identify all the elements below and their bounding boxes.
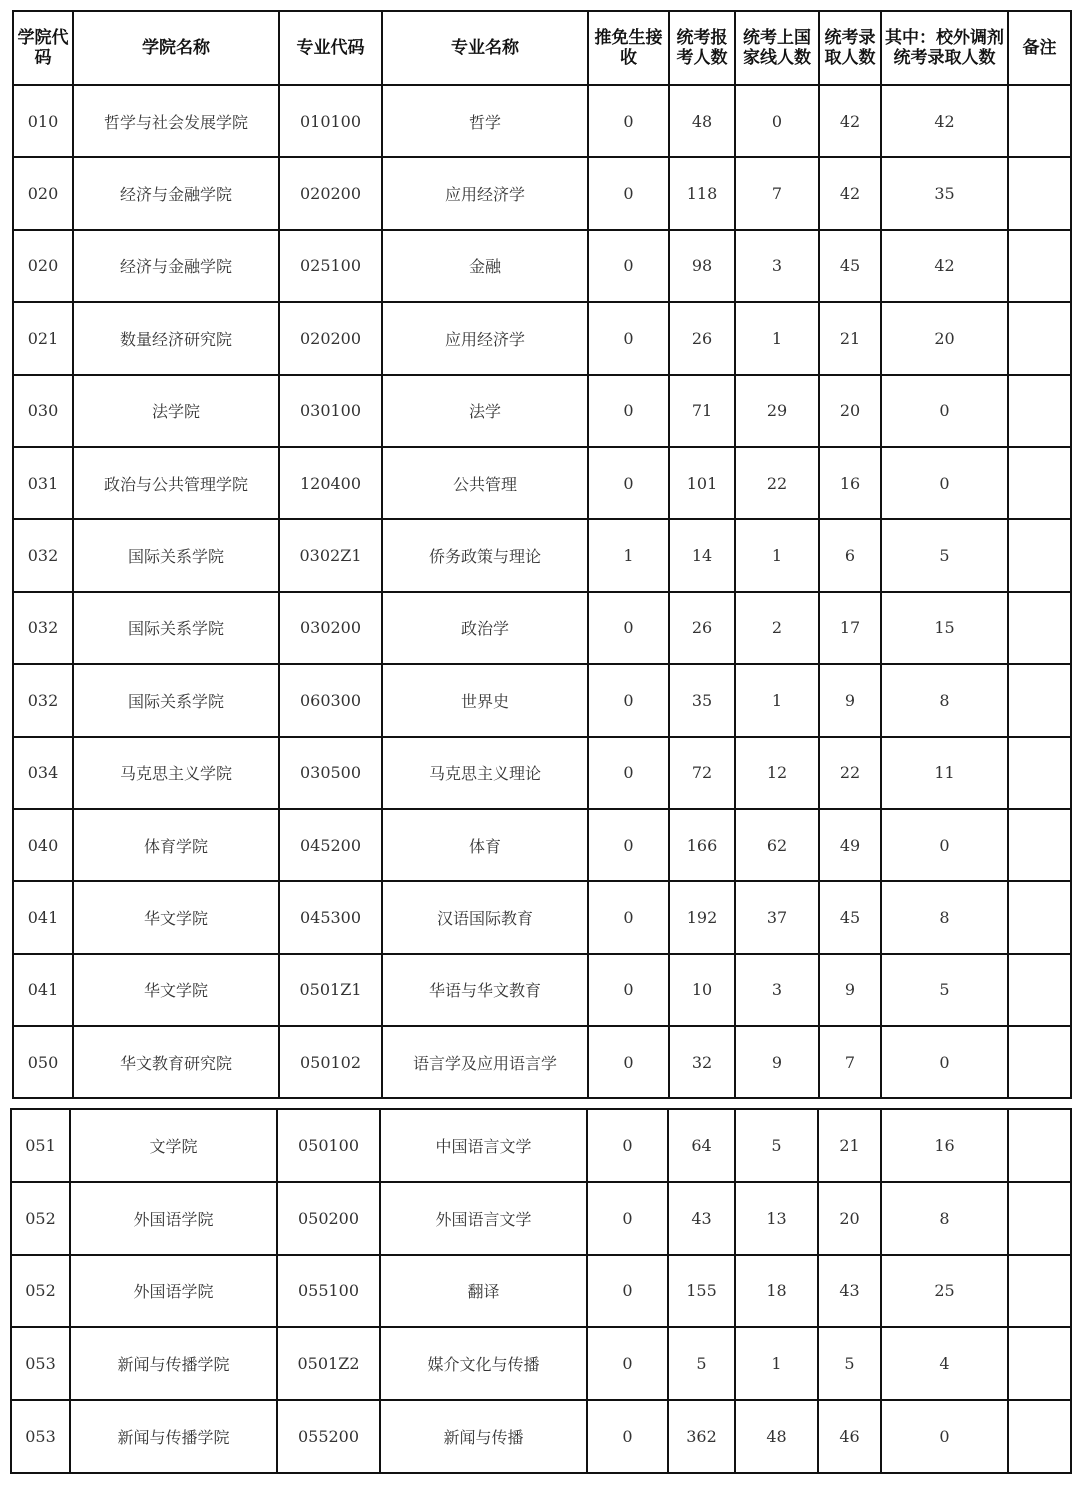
cell-remarks — [1008, 737, 1071, 809]
cell-applicants: 14 — [669, 519, 735, 591]
table-row — [13, 881, 1071, 953]
cell-major-code: 0302Z1 — [279, 519, 382, 591]
cell-recommended-admits: 0 — [588, 447, 669, 519]
cell-college-code: 020 — [13, 157, 73, 229]
cell-admitted: 45 — [819, 230, 881, 302]
table-row — [13, 592, 1071, 664]
cell-above-national-line: 37 — [735, 881, 819, 953]
cell-external-transfer-admitted: 0 — [881, 447, 1008, 519]
cell-college-name: 经济与金融学院 — [73, 230, 279, 302]
cell-remarks — [1008, 375, 1071, 447]
cell-major-code: 0501Z2 — [277, 1327, 380, 1400]
cell-college-name: 新闻与传播学院 — [70, 1400, 277, 1473]
cell-recommended-admits: 0 — [587, 1109, 668, 1182]
cell-major-code: 0501Z1 — [279, 954, 382, 1026]
table-row — [13, 85, 1071, 157]
cell-applicants: 64 — [668, 1109, 735, 1182]
cell-major-code: 045200 — [279, 809, 382, 881]
cell-college-name: 经济与金融学院 — [73, 157, 279, 229]
cell-major-name: 应用经济学 — [382, 302, 588, 374]
cell-applicants: 101 — [669, 447, 735, 519]
cell-above-national-line: 22 — [735, 447, 819, 519]
cell-recommended-admits: 0 — [588, 809, 669, 881]
cell-above-national-line: 7 — [735, 157, 819, 229]
cell-recommended-admits: 0 — [588, 375, 669, 447]
cell-external-transfer-admitted: 8 — [881, 881, 1008, 953]
cell-remarks — [1008, 302, 1071, 374]
cell-major-name: 新闻与传播 — [380, 1400, 587, 1473]
cell-external-transfer-admitted: 8 — [881, 1182, 1008, 1255]
cell-external-transfer-admitted: 0 — [881, 375, 1008, 447]
cell-above-national-line: 13 — [735, 1182, 818, 1255]
cell-applicants: 43 — [668, 1182, 735, 1255]
cell-applicants: 26 — [669, 592, 735, 664]
header-remarks: 备注 — [1008, 11, 1071, 85]
table-row — [13, 157, 1071, 229]
cell-recommended-admits: 0 — [587, 1400, 668, 1473]
cell-admitted: 42 — [819, 157, 881, 229]
cell-admitted: 17 — [819, 592, 881, 664]
cell-remarks — [1008, 954, 1071, 1026]
header-above-national-line: 统考上国家线人数 — [735, 11, 819, 85]
cell-admitted: 22 — [819, 737, 881, 809]
cell-major-code: 120400 — [279, 447, 382, 519]
cell-college-name: 外国语学院 — [70, 1182, 277, 1255]
cell-admitted: 21 — [818, 1109, 881, 1182]
cell-remarks — [1008, 1255, 1071, 1328]
cell-college-code: 031 — [13, 447, 73, 519]
cell-admitted: 20 — [819, 375, 881, 447]
cell-above-national-line: 1 — [735, 664, 819, 736]
cell-college-code: 052 — [11, 1182, 70, 1255]
cell-major-code: 045300 — [279, 881, 382, 953]
cell-major-name: 马克思主义理论 — [382, 737, 588, 809]
cell-college-code: 032 — [13, 664, 73, 736]
cell-major-name: 汉语国际教育 — [382, 881, 588, 953]
cell-external-transfer-admitted: 8 — [881, 664, 1008, 736]
cell-major-code: 050102 — [279, 1026, 382, 1098]
cell-admitted: 9 — [819, 664, 881, 736]
cell-remarks — [1008, 881, 1071, 953]
cell-remarks — [1008, 519, 1071, 591]
cell-above-national-line: 1 — [735, 519, 819, 591]
cell-applicants: 192 — [669, 881, 735, 953]
header-external-transfer-admitted: 其中：校外调剂统考录取人数 — [881, 11, 1008, 85]
cell-college-name: 国际关系学院 — [73, 519, 279, 591]
cell-college-name: 外国语学院 — [70, 1255, 277, 1328]
cell-remarks — [1008, 447, 1071, 519]
cell-admitted: 49 — [819, 809, 881, 881]
cell-admitted: 46 — [818, 1400, 881, 1473]
cell-admitted: 9 — [819, 954, 881, 1026]
cell-major-code: 060300 — [279, 664, 382, 736]
cell-applicants: 155 — [668, 1255, 735, 1328]
table-row — [13, 809, 1071, 881]
header-row — [13, 11, 1071, 85]
cell-above-national-line: 12 — [735, 737, 819, 809]
cell-recommended-admits: 0 — [588, 230, 669, 302]
cell-major-name: 中国语言文学 — [380, 1109, 587, 1182]
header-college-name: 学院名称 — [73, 11, 279, 85]
cell-remarks — [1008, 592, 1071, 664]
table-row — [13, 664, 1071, 736]
cell-major-code: 020200 — [279, 302, 382, 374]
cell-applicants: 362 — [668, 1400, 735, 1473]
cell-applicants: 10 — [669, 954, 735, 1026]
cell-recommended-admits: 0 — [588, 881, 669, 953]
cell-college-name: 法学院 — [73, 375, 279, 447]
cell-college-code: 030 — [13, 375, 73, 447]
table-row — [11, 1182, 1071, 1255]
admissions-table-part-1 — [12, 10, 1072, 1099]
cell-recommended-admits: 0 — [587, 1182, 668, 1255]
header-major-name: 专业名称 — [382, 11, 588, 85]
cell-college-name: 哲学与社会发展学院 — [73, 85, 279, 157]
table-row — [11, 1255, 1071, 1328]
cell-major-name: 外国语言文学 — [380, 1182, 587, 1255]
cell-remarks — [1008, 1109, 1071, 1182]
table-row — [13, 447, 1071, 519]
cell-applicants: 5 — [668, 1327, 735, 1400]
cell-college-code: 010 — [13, 85, 73, 157]
cell-college-code: 040 — [13, 809, 73, 881]
cell-major-code: 030100 — [279, 375, 382, 447]
cell-above-national-line: 2 — [735, 592, 819, 664]
table-row — [11, 1327, 1071, 1400]
cell-remarks — [1008, 1026, 1071, 1098]
table-body-part-2 — [11, 1109, 1071, 1473]
cell-major-code: 050200 — [277, 1182, 380, 1255]
cell-recommended-admits: 1 — [588, 519, 669, 591]
cell-college-code: 051 — [11, 1109, 70, 1182]
cell-college-code: 032 — [13, 592, 73, 664]
cell-above-national-line: 29 — [735, 375, 819, 447]
cell-external-transfer-admitted: 42 — [881, 230, 1008, 302]
cell-above-national-line: 48 — [735, 1400, 818, 1473]
cell-external-transfer-admitted: 25 — [881, 1255, 1008, 1328]
cell-major-code: 010100 — [279, 85, 382, 157]
cell-above-national-line: 5 — [735, 1109, 818, 1182]
cell-major-name: 翻译 — [380, 1255, 587, 1328]
cell-college-name: 政治与公共管理学院 — [73, 447, 279, 519]
cell-major-name: 媒介文化与传播 — [380, 1327, 587, 1400]
cell-external-transfer-admitted: 4 — [881, 1327, 1008, 1400]
cell-above-national-line: 3 — [735, 954, 819, 1026]
cell-college-code: 041 — [13, 954, 73, 1026]
cell-external-transfer-admitted: 5 — [881, 519, 1008, 591]
cell-college-name: 国际关系学院 — [73, 592, 279, 664]
cell-applicants: 72 — [669, 737, 735, 809]
cell-college-name: 华文学院 — [73, 881, 279, 953]
cell-major-code: 020200 — [279, 157, 382, 229]
cell-applicants: 98 — [669, 230, 735, 302]
table-body-part-1 — [13, 85, 1071, 1098]
cell-college-code: 052 — [11, 1255, 70, 1328]
table-row — [13, 375, 1071, 447]
cell-major-name: 哲学 — [382, 85, 588, 157]
cell-major-name: 华语与华文教育 — [382, 954, 588, 1026]
cell-applicants: 48 — [669, 85, 735, 157]
cell-recommended-admits: 0 — [587, 1327, 668, 1400]
cell-major-name: 体育 — [382, 809, 588, 881]
cell-major-name: 法学 — [382, 375, 588, 447]
cell-college-code: 050 — [13, 1026, 73, 1098]
cell-major-name: 侨务政策与理论 — [382, 519, 588, 591]
table-row — [13, 954, 1071, 1026]
table-row — [13, 230, 1071, 302]
cell-external-transfer-admitted: 0 — [881, 809, 1008, 881]
cell-major-name: 公共管理 — [382, 447, 588, 519]
cell-college-code: 041 — [13, 881, 73, 953]
cell-college-name: 文学院 — [70, 1109, 277, 1182]
cell-external-transfer-admitted: 5 — [881, 954, 1008, 1026]
cell-admitted: 16 — [819, 447, 881, 519]
cell-remarks — [1008, 1182, 1071, 1255]
header-recommended-admits: 推免生接收 — [588, 11, 669, 85]
cell-remarks — [1008, 809, 1071, 881]
cell-recommended-admits: 0 — [588, 157, 669, 229]
cell-remarks — [1008, 1327, 1071, 1400]
cell-external-transfer-admitted: 0 — [881, 1400, 1008, 1473]
header-major-code: 专业代码 — [279, 11, 382, 85]
cell-major-code: 030500 — [279, 737, 382, 809]
table-row — [13, 737, 1071, 809]
cell-recommended-admits: 0 — [588, 664, 669, 736]
cell-major-name: 应用经济学 — [382, 157, 588, 229]
table-row — [11, 1400, 1071, 1473]
cell-above-national-line: 62 — [735, 809, 819, 881]
cell-college-name: 马克思主义学院 — [73, 737, 279, 809]
cell-recommended-admits: 0 — [588, 302, 669, 374]
cell-external-transfer-admitted: 11 — [881, 737, 1008, 809]
cell-college-name: 华文学院 — [73, 954, 279, 1026]
header-college-code: 学院代码 — [13, 11, 73, 85]
cell-major-name: 政治学 — [382, 592, 588, 664]
cell-college-code: 034 — [13, 737, 73, 809]
cell-admitted: 43 — [818, 1255, 881, 1328]
cell-college-code: 020 — [13, 230, 73, 302]
cell-major-code: 055200 — [277, 1400, 380, 1473]
cell-recommended-admits: 0 — [588, 85, 669, 157]
cell-major-code: 050100 — [277, 1109, 380, 1182]
cell-college-name: 华文教育研究院 — [73, 1026, 279, 1098]
cell-recommended-admits: 0 — [588, 954, 669, 1026]
cell-applicants: 26 — [669, 302, 735, 374]
cell-college-code: 032 — [13, 519, 73, 591]
cell-admitted: 45 — [819, 881, 881, 953]
cell-recommended-admits: 0 — [587, 1255, 668, 1328]
cell-admitted: 5 — [818, 1327, 881, 1400]
cell-major-code: 025100 — [279, 230, 382, 302]
cell-remarks — [1008, 230, 1071, 302]
cell-external-transfer-admitted: 35 — [881, 157, 1008, 229]
header-applicants: 统考报考人数 — [669, 11, 735, 85]
cell-admitted: 6 — [819, 519, 881, 591]
header-admitted: 统考录取人数 — [819, 11, 881, 85]
table-row — [13, 302, 1071, 374]
cell-major-name: 金融 — [382, 230, 588, 302]
cell-above-national-line: 0 — [735, 85, 819, 157]
cell-applicants: 35 — [669, 664, 735, 736]
cell-admitted: 20 — [818, 1182, 881, 1255]
cell-major-code: 055100 — [277, 1255, 380, 1328]
cell-recommended-admits: 0 — [588, 592, 669, 664]
cell-above-national-line: 1 — [735, 302, 819, 374]
admissions-table-part-2 — [10, 1108, 1072, 1474]
cell-external-transfer-admitted: 15 — [881, 592, 1008, 664]
cell-college-code: 053 — [11, 1327, 70, 1400]
table-row — [11, 1109, 1071, 1182]
cell-external-transfer-admitted: 16 — [881, 1109, 1008, 1182]
cell-above-national-line: 9 — [735, 1026, 819, 1098]
cell-admitted: 42 — [819, 85, 881, 157]
cell-above-national-line: 18 — [735, 1255, 818, 1328]
cell-recommended-admits: 0 — [588, 1026, 669, 1098]
cell-college-name: 数量经济研究院 — [73, 302, 279, 374]
cell-external-transfer-admitted: 0 — [881, 1026, 1008, 1098]
cell-major-code: 030200 — [279, 592, 382, 664]
cell-applicants: 71 — [669, 375, 735, 447]
cell-college-code: 053 — [11, 1400, 70, 1473]
cell-college-name: 新闻与传播学院 — [70, 1327, 277, 1400]
cell-external-transfer-admitted: 42 — [881, 85, 1008, 157]
cell-major-name: 世界史 — [382, 664, 588, 736]
cell-major-name: 语言学及应用语言学 — [382, 1026, 588, 1098]
cell-college-name: 体育学院 — [73, 809, 279, 881]
cell-above-national-line: 3 — [735, 230, 819, 302]
cell-college-name: 国际关系学院 — [73, 664, 279, 736]
cell-applicants: 118 — [669, 157, 735, 229]
cell-college-code: 021 — [13, 302, 73, 374]
cell-remarks — [1008, 1400, 1071, 1473]
table-row — [13, 1026, 1071, 1098]
cell-admitted: 21 — [819, 302, 881, 374]
cell-admitted: 7 — [819, 1026, 881, 1098]
cell-applicants: 32 — [669, 1026, 735, 1098]
table-row — [13, 519, 1071, 591]
cell-applicants: 166 — [669, 809, 735, 881]
cell-remarks — [1008, 85, 1071, 157]
cell-above-national-line: 1 — [735, 1327, 818, 1400]
cell-recommended-admits: 0 — [588, 737, 669, 809]
cell-external-transfer-admitted: 20 — [881, 302, 1008, 374]
cell-remarks — [1008, 664, 1071, 736]
cell-remarks — [1008, 157, 1071, 229]
